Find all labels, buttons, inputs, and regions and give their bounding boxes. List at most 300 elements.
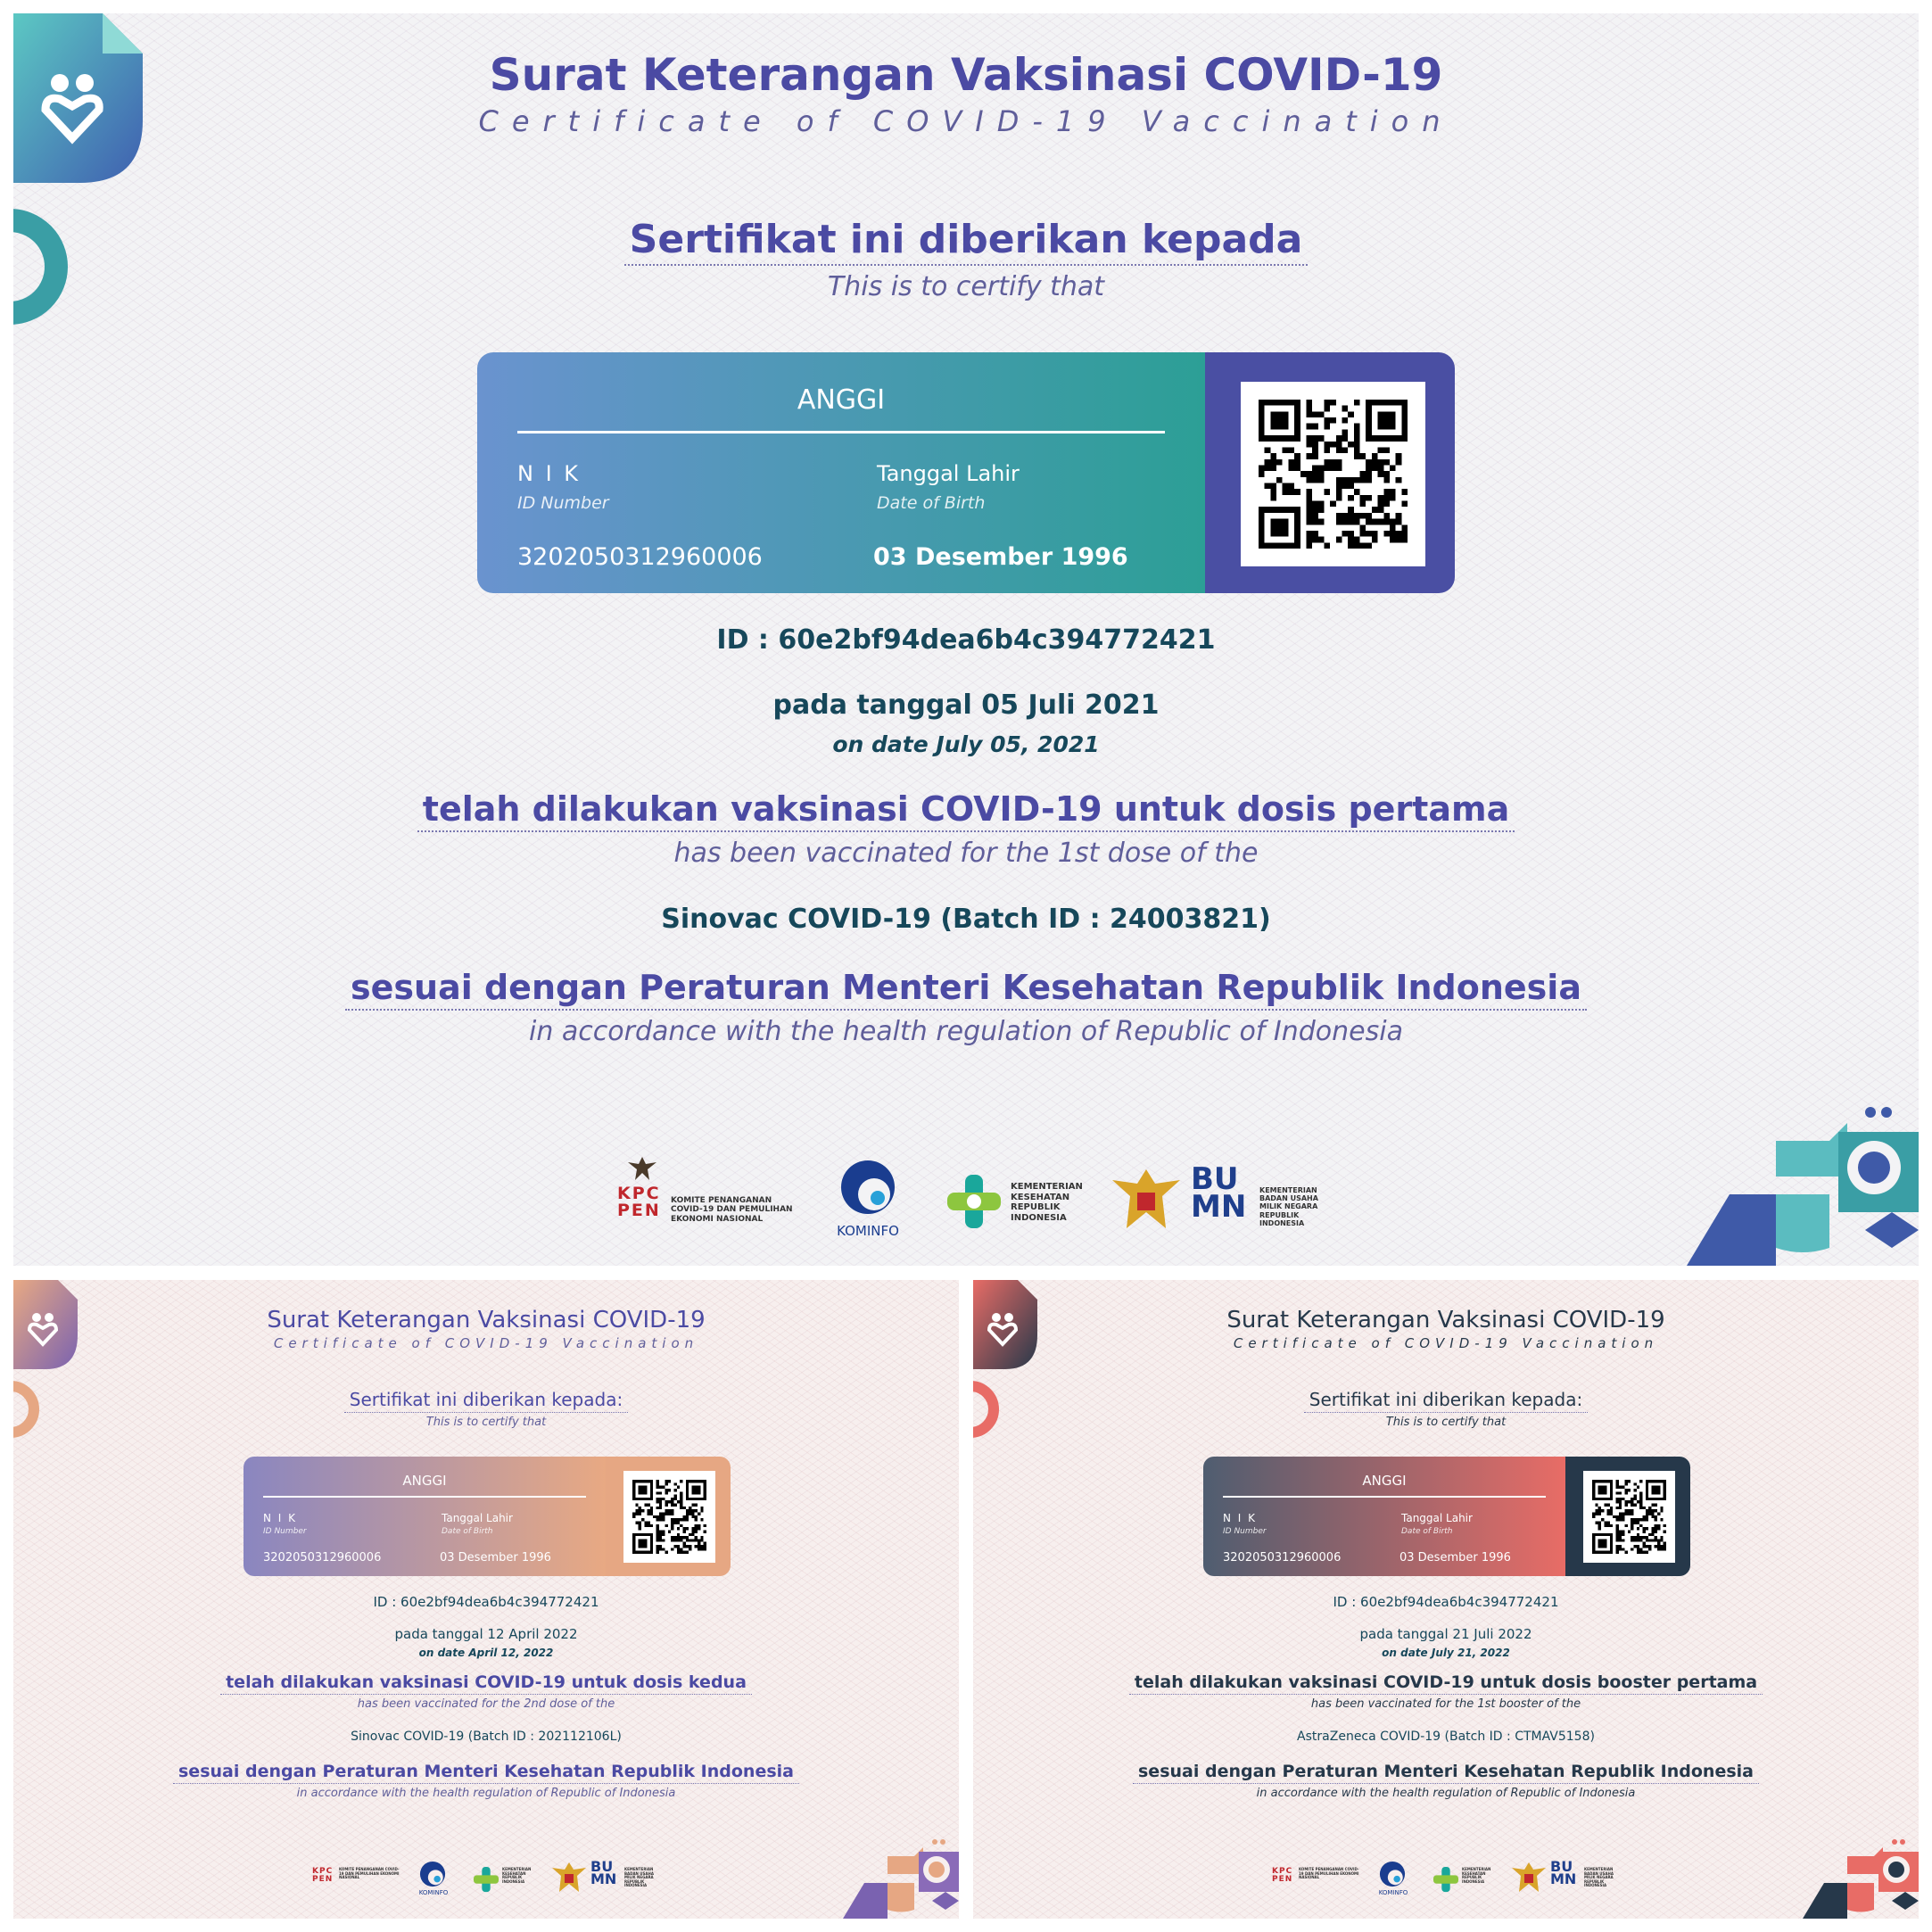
- qr-module: [650, 1491, 653, 1494]
- qr-module: [1607, 1504, 1610, 1507]
- qr-module: [1306, 406, 1312, 412]
- qr-module: [1598, 1486, 1601, 1489]
- qr-module: [1360, 495, 1366, 501]
- qr-module: [639, 1507, 641, 1509]
- qr-module: [648, 1504, 650, 1507]
- qr-module: [1631, 1539, 1633, 1541]
- qr-module: [700, 1507, 703, 1509]
- qr-module: [1604, 1539, 1606, 1541]
- qr-module: [1390, 465, 1396, 471]
- qr-module: [698, 1527, 700, 1530]
- qr-module: [1306, 495, 1312, 501]
- qr-module: [632, 1515, 635, 1518]
- qr-module: [695, 1489, 698, 1491]
- qr-module: [635, 1521, 638, 1523]
- qr-module: [1306, 435, 1312, 442]
- qr-module: [1360, 471, 1366, 477]
- qr-module: [668, 1489, 671, 1491]
- qr-module: [1270, 453, 1276, 459]
- qr-module: [1610, 1536, 1613, 1539]
- qr-module: [671, 1504, 673, 1507]
- qr-module: [1396, 477, 1402, 483]
- qr-module: [1270, 465, 1276, 471]
- qr-module: [1324, 465, 1330, 471]
- qr-module: [1637, 1551, 1639, 1554]
- qr-module: [662, 1486, 665, 1489]
- qr-module: [659, 1507, 662, 1509]
- qr-module: [662, 1530, 665, 1532]
- qr-module: [1655, 1509, 1657, 1512]
- qr-module: [1372, 537, 1378, 543]
- qr-module: [1651, 1480, 1654, 1482]
- qr-module: [1616, 1515, 1619, 1518]
- qr-module: [680, 1518, 682, 1521]
- qr-module: [691, 1486, 694, 1489]
- qr-module: [1592, 1513, 1595, 1515]
- qr-module: [1306, 537, 1312, 543]
- qr-module: [648, 1498, 650, 1500]
- qr-module: [1378, 465, 1384, 471]
- qr-module: [656, 1480, 659, 1482]
- qr-module: [639, 1498, 641, 1500]
- qr-module: [1360, 477, 1366, 483]
- qr-module: [1633, 1521, 1636, 1523]
- qr-code[interactable]: [623, 1471, 715, 1563]
- qr-module: [1265, 435, 1271, 442]
- qr-module: [659, 1545, 662, 1548]
- qr-module: [698, 1486, 700, 1489]
- qr-module: [1592, 1536, 1595, 1539]
- qr-module: [1631, 1527, 1633, 1530]
- qr-module: [680, 1551, 682, 1554]
- qr-module: [1259, 429, 1265, 435]
- qr-module: [1396, 435, 1402, 442]
- qr-module: [1648, 1548, 1651, 1550]
- qr-module: [1622, 1513, 1624, 1515]
- qr-module: [1592, 1482, 1595, 1485]
- qr-module: [1619, 1536, 1622, 1539]
- qr-module: [1619, 1513, 1622, 1515]
- qr-module: [1283, 417, 1289, 424]
- qr-module: [1637, 1548, 1639, 1550]
- qr-module: [1601, 1551, 1604, 1554]
- qr-module: [1270, 489, 1276, 495]
- qr-module: [1592, 1489, 1595, 1491]
- qr-module: [644, 1486, 647, 1489]
- qr-module: [639, 1480, 641, 1482]
- qr-module: [1348, 442, 1354, 448]
- certificate-id: ID : 60e2bf94dea6b4c394772421: [716, 624, 1216, 656]
- qr-module: [1270, 417, 1276, 424]
- qr-module: [680, 1480, 682, 1482]
- qr-module: [1366, 513, 1372, 519]
- qr-module: [648, 1524, 650, 1527]
- qr-module: [1396, 537, 1402, 543]
- qr-module: [659, 1536, 662, 1539]
- qr-module: [1637, 1536, 1639, 1539]
- qr-module: [1648, 1509, 1651, 1512]
- qr-module: [653, 1515, 656, 1518]
- qr-module: [1288, 542, 1294, 549]
- qr-module: [1270, 424, 1276, 430]
- qr-module: [639, 1513, 641, 1515]
- qr-module: [1324, 459, 1330, 466]
- qr-module: [635, 1480, 638, 1482]
- qr-module: [1631, 1513, 1633, 1515]
- qr-module: [1655, 1480, 1657, 1482]
- qr-module: [1306, 519, 1312, 525]
- nik-label: N I K: [1223, 1512, 1258, 1524]
- qr-module: [648, 1509, 650, 1512]
- qr-module: [1401, 531, 1408, 537]
- qr-module: [1616, 1486, 1619, 1489]
- qr-module: [1330, 417, 1336, 424]
- qr-module: [1390, 435, 1396, 442]
- qr-module: [639, 1533, 641, 1536]
- kominfo-text: KOMINFO: [418, 1889, 449, 1896]
- qr-module: [1639, 1495, 1642, 1498]
- qr-module: [668, 1513, 671, 1515]
- qr-module: [1622, 1515, 1624, 1518]
- qr-module: [1270, 542, 1276, 549]
- vaccine-name: Sinovac COVID-19 (Batch ID : 202112106L): [351, 1730, 622, 1744]
- qr-module: [1306, 453, 1312, 459]
- qr-module: [682, 1527, 685, 1530]
- qr-module: [1366, 542, 1372, 549]
- qr-module: [1270, 531, 1276, 537]
- qr-module: [1288, 400, 1294, 406]
- qr-module: [686, 1486, 689, 1489]
- qr-module: [639, 1489, 641, 1491]
- qr-module: [1631, 1524, 1633, 1527]
- qr-module: [1330, 465, 1336, 471]
- qr-module: [695, 1504, 698, 1507]
- certificate-second-dose: [13, 1280, 959, 1919]
- vaccination-date: pada tanggal 21 Juli 2022: [1359, 1626, 1532, 1642]
- qr-module: [671, 1509, 673, 1512]
- qr-module: [1383, 435, 1390, 442]
- qr-module: [1336, 513, 1342, 519]
- qr-module: [1348, 411, 1354, 417]
- qr-module: [1625, 1489, 1628, 1491]
- qr-module: [1619, 1504, 1622, 1507]
- qr-module: [1259, 417, 1265, 424]
- qr-module: [1372, 459, 1378, 466]
- qr-module: [1595, 1533, 1598, 1536]
- qr-module: [1601, 1489, 1604, 1491]
- qr-module: [1619, 1498, 1622, 1500]
- qr-module: [1354, 519, 1360, 525]
- qr-module: [1642, 1530, 1645, 1532]
- qr-module: [1378, 519, 1384, 525]
- identity-card: [244, 1457, 731, 1576]
- qr-module: [1655, 1515, 1657, 1518]
- qr-module: [1657, 1524, 1660, 1527]
- qr-module: [1383, 519, 1390, 525]
- qr-module: [1283, 507, 1289, 513]
- qr-module: [1646, 1486, 1648, 1489]
- qr-module: [641, 1509, 644, 1512]
- vaccine-name: AstraZeneca COVID-19 (Batch ID : CTMAV5158): [1297, 1730, 1595, 1744]
- qr-module: [1372, 531, 1378, 537]
- qr-module: [1601, 1491, 1604, 1494]
- qr-module: [1625, 1551, 1628, 1554]
- qr-module: [1610, 1539, 1613, 1541]
- qr-module: [686, 1489, 689, 1491]
- qr-module: [1619, 1518, 1622, 1521]
- qr-module: [689, 1480, 691, 1482]
- qr-module: [665, 1489, 668, 1491]
- qr-module: [641, 1486, 644, 1489]
- qr-module: [1390, 524, 1396, 531]
- qr-code[interactable]: [1241, 382, 1425, 566]
- qr-module: [1604, 1489, 1606, 1491]
- qr-code[interactable]: [1583, 1471, 1675, 1563]
- kominfo-icon: [417, 1861, 448, 1887]
- qr-module: [1294, 417, 1300, 424]
- qr-module: [1651, 1504, 1654, 1507]
- qr-module: [1366, 406, 1372, 412]
- kpcpen-mark: KPC PEN: [1272, 1867, 1293, 1884]
- qr-module: [644, 1542, 647, 1545]
- qr-module: [1378, 471, 1384, 477]
- qr-module: [1607, 1498, 1610, 1500]
- qr-module: [1639, 1498, 1642, 1500]
- qr-module: [648, 1521, 650, 1523]
- qr-module: [1401, 429, 1408, 435]
- qr-module: [1651, 1486, 1654, 1489]
- qr-module: [1651, 1509, 1654, 1512]
- qr-module: [1366, 459, 1372, 466]
- qr-module: [1639, 1551, 1642, 1554]
- qr-module: [632, 1513, 635, 1515]
- qr-module: [691, 1533, 694, 1536]
- qr-module: [673, 1539, 676, 1541]
- qr-module: [686, 1545, 689, 1548]
- qr-module: [682, 1507, 685, 1509]
- qr-module: [1276, 411, 1283, 417]
- qr-module: [1657, 1548, 1660, 1550]
- qr-module: [662, 1533, 665, 1536]
- qr-module: [682, 1551, 685, 1554]
- qr-module: [1595, 1504, 1598, 1507]
- qr-module: [662, 1513, 665, 1515]
- qr-module: [659, 1515, 662, 1518]
- qr-module: [1259, 531, 1265, 537]
- qr-module: [1633, 1482, 1636, 1485]
- qr-pattern: [1241, 382, 1425, 566]
- qr-module: [656, 1518, 659, 1521]
- qr-module: [1610, 1509, 1613, 1512]
- qr-module: [686, 1498, 689, 1500]
- qr-module: [1354, 447, 1360, 453]
- qr-module: [1283, 489, 1289, 495]
- qr-module: [1336, 519, 1342, 525]
- qr-module: [656, 1536, 659, 1539]
- qr-module: [1646, 1498, 1648, 1500]
- qr-module: [1616, 1530, 1619, 1532]
- qr-module: [1657, 1513, 1660, 1515]
- qr-module: [1259, 400, 1265, 406]
- qr-module: [650, 1545, 653, 1548]
- name-underline: [517, 431, 1165, 433]
- qr-module: [644, 1551, 647, 1554]
- qr-module: [1598, 1551, 1601, 1554]
- qr-module: [1610, 1495, 1613, 1498]
- vaccination-date: pada tanggal 05 Juli 2021: [772, 689, 1160, 721]
- nik-sub-label: ID Number: [263, 1527, 307, 1536]
- qr-module: [698, 1489, 700, 1491]
- qr-module: [1607, 1513, 1610, 1515]
- qr-module: [1592, 1548, 1595, 1550]
- qr-module: [1622, 1539, 1624, 1541]
- qr-module: [1625, 1500, 1628, 1503]
- qr-module: [1390, 537, 1396, 543]
- qr-module: [680, 1539, 682, 1541]
- qr-module: [673, 1545, 676, 1548]
- qr-module: [650, 1542, 653, 1545]
- qr-module: [1366, 519, 1372, 525]
- qr-module: [641, 1533, 644, 1536]
- qr-module: [1312, 465, 1318, 471]
- qr-module: [691, 1498, 694, 1500]
- qr-module: [639, 1551, 641, 1554]
- qr-module: [1372, 519, 1378, 525]
- qr-module: [1401, 417, 1408, 424]
- qr-module: [1657, 1498, 1660, 1500]
- qr-module: [662, 1498, 665, 1500]
- qr-module: [1592, 1480, 1595, 1482]
- qr-module: [1348, 531, 1354, 537]
- qr-module: [1324, 424, 1330, 430]
- qr-module: [1598, 1524, 1601, 1527]
- qr-module: [1655, 1527, 1657, 1530]
- qr-module: [671, 1539, 673, 1541]
- qr-module: [1348, 513, 1354, 519]
- qr-module: [671, 1548, 673, 1550]
- qr-module: [1598, 1498, 1601, 1500]
- qr-module: [1396, 513, 1402, 519]
- qr-module: [1622, 1498, 1624, 1500]
- qr-module: [1360, 453, 1366, 459]
- qr-module: [1354, 429, 1360, 435]
- bumn-mark: BUMN: [590, 1858, 617, 1888]
- qr-module: [682, 1515, 685, 1518]
- qr-module: [1646, 1495, 1648, 1498]
- qr-module: [1628, 1480, 1631, 1482]
- qr-module: [689, 1507, 691, 1509]
- qr-module: [1318, 471, 1325, 477]
- qr-module: [1312, 519, 1318, 525]
- identity-card: [1203, 1457, 1690, 1576]
- qr-module: [704, 1524, 706, 1527]
- qr-module: [671, 1518, 673, 1521]
- qr-module: [650, 1482, 653, 1485]
- qr-module: [1270, 400, 1276, 406]
- qr-module: [1383, 424, 1390, 430]
- qr-module: [1336, 442, 1342, 448]
- qr-module: [650, 1498, 653, 1500]
- qr-module: [1648, 1480, 1651, 1482]
- qr-module: [1294, 424, 1300, 430]
- nik-label: N I K: [517, 461, 582, 486]
- qr-module: [1366, 495, 1372, 501]
- qr-module: [695, 1518, 698, 1521]
- qr-module: [1631, 1509, 1633, 1512]
- qr-module: [673, 1482, 676, 1485]
- qr-module: [1619, 1500, 1622, 1503]
- qr-module: [1259, 513, 1265, 519]
- qr-module: [1616, 1533, 1619, 1536]
- kpcpen-mark: KPC PEN: [312, 1867, 334, 1884]
- qr-module: [1628, 1513, 1631, 1515]
- qr-module: [704, 1548, 706, 1550]
- dose-heading: telah dilakukan vaksinasi COVID-19 untuk dosis booster pertama: [1129, 1672, 1763, 1695]
- qr-module: [1607, 1509, 1610, 1512]
- qr-module: [1601, 1486, 1604, 1489]
- qr-module: [1646, 1489, 1648, 1491]
- qr-module: [1372, 507, 1378, 513]
- qr-module: [1383, 471, 1390, 477]
- qr-module: [1360, 501, 1366, 508]
- qr-module: [1265, 542, 1271, 549]
- qr-module: [1616, 1500, 1619, 1503]
- qr-module: [1598, 1509, 1601, 1512]
- qr-module: [1637, 1533, 1639, 1536]
- qr-module: [1610, 1533, 1613, 1536]
- qr-module: [698, 1498, 700, 1500]
- qr-module: [1655, 1539, 1657, 1541]
- qr-module: [648, 1551, 650, 1554]
- qr-module: [1336, 447, 1342, 453]
- dob-sub-label: Date of Birth: [1401, 1527, 1453, 1536]
- qr-module: [641, 1491, 644, 1494]
- qr-module: [1631, 1518, 1633, 1521]
- qr-module: [665, 1504, 668, 1507]
- qr-module: [1639, 1507, 1642, 1509]
- qr-module: [1366, 411, 1372, 417]
- qr-module: [1294, 435, 1300, 442]
- qr-module: [1598, 1533, 1601, 1536]
- qr-module: [1270, 435, 1276, 442]
- qr-module: [639, 1527, 641, 1530]
- qr-module: [695, 1515, 698, 1518]
- qr-module: [1383, 477, 1390, 483]
- qr-module: [700, 1518, 703, 1521]
- qr-module: [632, 1536, 635, 1539]
- qr-module: [1598, 1513, 1601, 1515]
- qr-module: [1383, 400, 1390, 406]
- qr-module: [1607, 1533, 1610, 1536]
- page-subtitle: Certificate of COVID-19 Vaccination: [478, 104, 1454, 138]
- qr-module: [700, 1536, 703, 1539]
- qr-module: [682, 1542, 685, 1545]
- qr-module: [1259, 411, 1265, 417]
- qr-module: [1607, 1551, 1610, 1554]
- qr-module: [1265, 459, 1271, 466]
- qr-module: [1288, 435, 1294, 442]
- qr-module: [1324, 489, 1330, 495]
- qr-module: [677, 1533, 680, 1536]
- qr-module: [1631, 1548, 1633, 1550]
- qr-module: [1378, 435, 1384, 442]
- qr-module: [632, 1498, 635, 1500]
- qr-module: [1616, 1518, 1619, 1521]
- qr-module: [1598, 1539, 1601, 1541]
- qr-module: [656, 1515, 659, 1518]
- qr-module: [1306, 507, 1312, 513]
- qr-module: [695, 1539, 698, 1541]
